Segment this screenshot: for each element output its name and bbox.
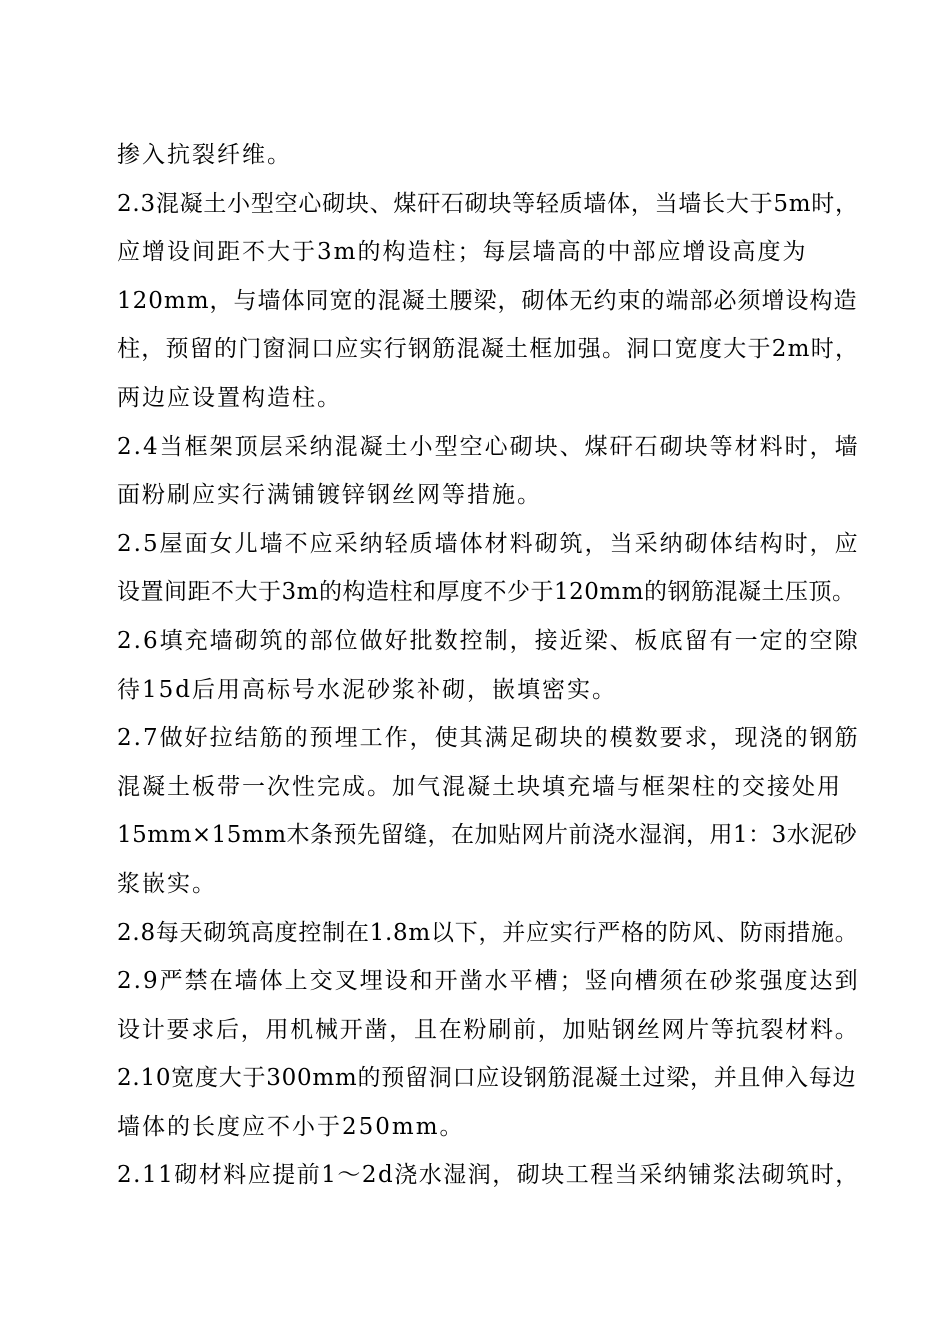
text-line: 120mm，与墙体同宽的混凝土腰梁，砌体无约束的端部必须增设构造 xyxy=(117,287,858,314)
text-line: 混凝土板带一次性完成。加气混凝土块填充墙与框架柱的交接处用 xyxy=(117,773,842,800)
text-line: 2.4当框架顶层采纳混凝土小型空心砌块、煤矸石砌块等材料时，墙 xyxy=(117,433,860,460)
text-line: 2.10宽度大于300mm的预留洞口应设钢筋混凝土过梁，并且伸入每边 xyxy=(117,1065,857,1092)
text-line: 两边应设置构造柱。 xyxy=(117,384,342,411)
text-line: 柱，预留的门窗洞口应实行钢筋混凝土框加强。洞口宽度大于2m时， xyxy=(117,336,860,363)
text-line: 2.8每天砌筑高度控制在1.8m以下，并应实行严格的防风、防雨措施。 xyxy=(117,919,859,946)
text-line: 2.9严禁在墙体上交叉埋设和开凿水平槽；竖向槽须在砂浆强度达到 xyxy=(117,968,860,995)
text-line: 15mm×15mm木条预先留缝，在加贴网片前浇水湿润，用1：3水泥砂 xyxy=(117,822,858,849)
text-line: 墙体的长度应不小于250mm。 xyxy=(117,1113,465,1140)
text-line: 面粉刷应实行满铺镀锌钢丝网等措施。 xyxy=(117,482,542,509)
text-line: 2.7做好拉结筋的预埋工作，使其满足砌块的模数要求，现浇的钢筋 xyxy=(117,725,860,752)
text-line: 2.3混凝土小型空心砌块、煤矸石砌块等轻质墙体，当墙长大于5m时， xyxy=(117,190,859,217)
text-line: 掺入抗裂纤维。 xyxy=(117,142,292,168)
text-line: 浆嵌实。 xyxy=(117,870,217,897)
text-line: 2.5屋面女儿墙不应采纳轻质墙体材料砌筑，当采纳砌体结构时，应 xyxy=(117,530,860,557)
document-body xyxy=(117,131,860,1200)
text-line: 待15d后用高标号水泥砂浆补砌，嵌填密实。 xyxy=(117,676,617,703)
text-line: 2.11砌材料应提前1～2d浇水湿润，砌块工程当采纳铺浆法砌筑时， xyxy=(117,1162,860,1189)
text-line: 设置间距不大于3m的构造柱和厚度不少于120mm的钢筋混凝土压顶。 xyxy=(117,579,856,606)
text-line: 应增设间距不大于3m的构造柱；每层墙高的中部应增设高度为 xyxy=(117,239,808,266)
text-line: 2.6填充墙砌筑的部位做好批数控制，接近梁、板底留有一定的空隙 xyxy=(117,627,860,654)
text-line: 设计要求后，用机械开凿，且在粉刷前，加贴钢丝网片等抗裂材料。 xyxy=(117,1016,860,1043)
